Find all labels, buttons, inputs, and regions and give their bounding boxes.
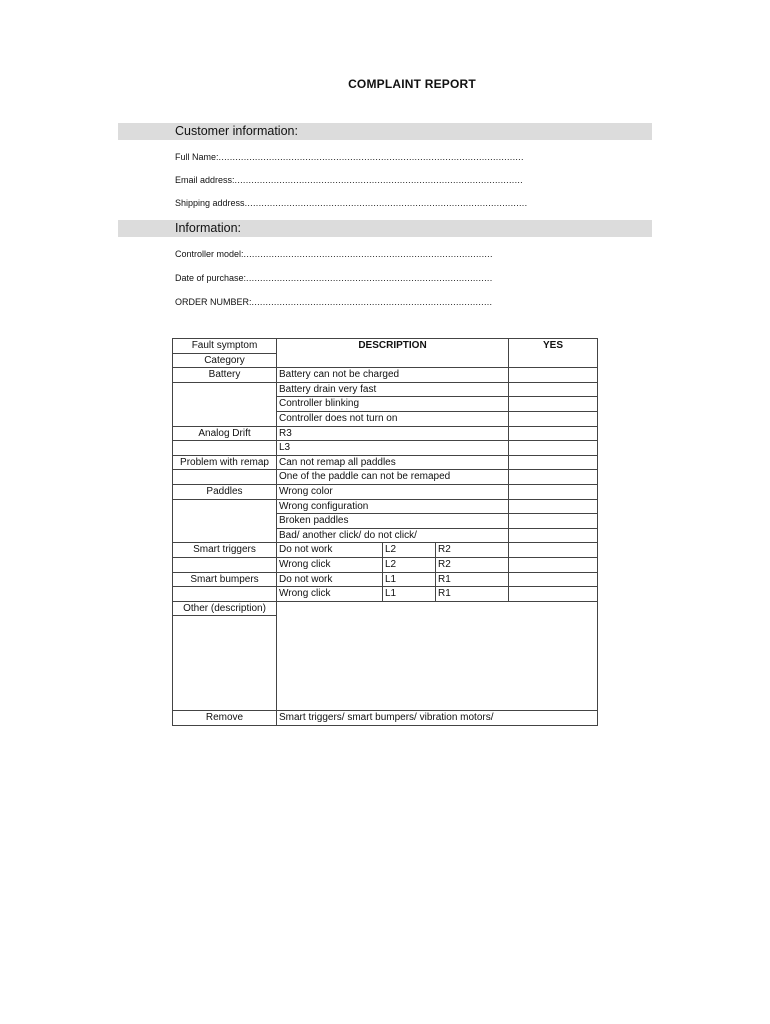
email-dots: .......................................................................................................	[234, 175, 523, 185]
table-row	[173, 484, 598, 499]
left-button-cell: L2	[383, 543, 436, 558]
information-heading: Information:	[175, 221, 242, 235]
category-empty-cell	[173, 397, 277, 412]
yes-checkbox-cell[interactable]	[509, 587, 598, 602]
shipping-address-label: Shipping address	[175, 198, 245, 208]
table-row	[173, 368, 598, 383]
table-header-row	[173, 339, 598, 354]
yes-checkbox-cell[interactable]	[509, 441, 598, 456]
yes-checkbox-cell[interactable]	[509, 557, 598, 572]
yes-checkbox-cell[interactable]	[509, 470, 598, 485]
category-empty-cell	[173, 470, 277, 485]
yes-checkbox-cell[interactable]	[509, 368, 598, 383]
fault-description: Wrong click	[277, 557, 383, 572]
fault-description: Do not work	[277, 543, 383, 558]
table-row	[173, 572, 598, 587]
category-remove: Remove	[173, 711, 277, 726]
fault-table	[172, 338, 598, 726]
report-title: COMPLAINT REPORT	[348, 77, 476, 91]
category-empty-cell	[173, 528, 277, 543]
customer-info-heading-band	[118, 123, 652, 140]
fault-description: Wrong configuration	[277, 499, 509, 514]
remove-description: Smart triggers/ smart bumpers/ vibration motors/	[277, 711, 598, 726]
yes-checkbox-cell[interactable]	[509, 484, 598, 499]
table-row	[173, 543, 598, 558]
date-of-purchase-field[interactable]	[175, 273, 493, 283]
category-analog-drift: Analog Drift	[173, 426, 277, 441]
table-row	[173, 441, 598, 456]
table-row	[173, 397, 598, 412]
fault-description: Battery drain very fast	[277, 382, 509, 397]
fault-description: Do not work	[277, 572, 383, 587]
table-row	[173, 587, 598, 602]
table-row	[173, 528, 598, 543]
category-paddles: Paddles	[173, 484, 277, 499]
yes-checkbox-cell[interactable]	[509, 455, 598, 470]
controller-model-label: Controller model:	[175, 249, 244, 259]
full-name-field[interactable]	[175, 152, 524, 162]
fault-description: Battery can not be charged	[277, 368, 509, 383]
category-empty-cell	[173, 441, 277, 456]
fault-description: Bad/ another click/ do not click/	[277, 528, 509, 543]
date-of-purchase-dots: ........................................................................................	[246, 273, 493, 283]
yes-checkbox-cell[interactable]	[509, 382, 598, 397]
category-empty-cell	[173, 382, 277, 397]
shipping-address-field[interactable]	[175, 198, 527, 208]
controller-model-field[interactable]	[175, 249, 493, 259]
full-name-dots: .............................................................................................................	[218, 152, 524, 162]
right-button-cell: R1	[436, 572, 509, 587]
order-number-dots: ......................................................................................	[251, 297, 493, 307]
email-label: Email address:	[175, 175, 235, 185]
header-fault-symptom: Fault symptom	[173, 339, 277, 354]
information-heading-band	[118, 220, 652, 237]
order-number-field[interactable]	[175, 297, 492, 307]
yes-checkbox-cell[interactable]	[509, 499, 598, 514]
other-description-area[interactable]	[277, 601, 598, 711]
controller-model-dots: .........................................................................................	[243, 249, 493, 259]
category-empty-cell	[173, 514, 277, 529]
fault-description: One of the paddle can not be remaped	[277, 470, 509, 485]
category-smart-bumpers: Smart bumpers	[173, 572, 277, 587]
full-name-label: Full Name:	[175, 152, 219, 162]
yes-checkbox-cell[interactable]	[509, 426, 598, 441]
fault-description: Broken paddles	[277, 514, 509, 529]
left-button-cell: L1	[383, 572, 436, 587]
fault-description: Controller does not turn on	[277, 411, 509, 426]
fault-description: Wrong color	[277, 484, 509, 499]
yes-checkbox-cell[interactable]	[509, 543, 598, 558]
category-problem-with-remap: Problem with remap	[173, 455, 277, 470]
table-row	[173, 499, 598, 514]
right-button-cell: R2	[436, 557, 509, 572]
fault-description: Controller blinking	[277, 397, 509, 412]
fault-description: Wrong click	[277, 587, 383, 602]
table-row	[173, 382, 598, 397]
category-smart-triggers: Smart triggers	[173, 543, 277, 558]
header-category: Category	[173, 353, 277, 368]
yes-checkbox-cell[interactable]	[509, 572, 598, 587]
table-row	[173, 514, 598, 529]
category-empty-cell	[173, 411, 277, 426]
category-other: Other (description)	[173, 601, 277, 616]
left-button-cell: L2	[383, 557, 436, 572]
category-empty-cell	[173, 616, 277, 711]
order-number-label: ORDER NUMBER:	[175, 297, 252, 307]
date-of-purchase-label: Date of purchase:	[175, 273, 247, 283]
header-description: DESCRIPTION	[277, 339, 509, 368]
yes-checkbox-cell[interactable]	[509, 514, 598, 529]
yes-checkbox-cell[interactable]	[509, 397, 598, 412]
email-field[interactable]	[175, 175, 523, 185]
shipping-address-dots: .....................................................................................................	[244, 198, 528, 208]
fault-description: R3	[277, 426, 509, 441]
table-row	[173, 455, 598, 470]
customer-info-heading: Customer information:	[175, 124, 298, 138]
category-battery: Battery	[173, 368, 277, 383]
fault-description: Can not remap all paddles	[277, 455, 509, 470]
header-yes: YES	[509, 339, 598, 368]
table-row	[173, 470, 598, 485]
left-button-cell: L1	[383, 587, 436, 602]
category-empty-cell	[173, 557, 277, 572]
category-empty-cell	[173, 499, 277, 514]
table-row	[173, 557, 598, 572]
yes-checkbox-cell[interactable]	[509, 528, 598, 543]
table-row	[173, 411, 598, 426]
right-button-cell: R1	[436, 587, 509, 602]
fault-description: L3	[277, 441, 509, 456]
right-button-cell: R2	[436, 543, 509, 558]
table-row	[173, 426, 598, 441]
category-empty-cell	[173, 587, 277, 602]
table-row-other	[173, 601, 598, 616]
yes-checkbox-cell[interactable]	[509, 411, 598, 426]
table-row-remove	[173, 711, 598, 726]
